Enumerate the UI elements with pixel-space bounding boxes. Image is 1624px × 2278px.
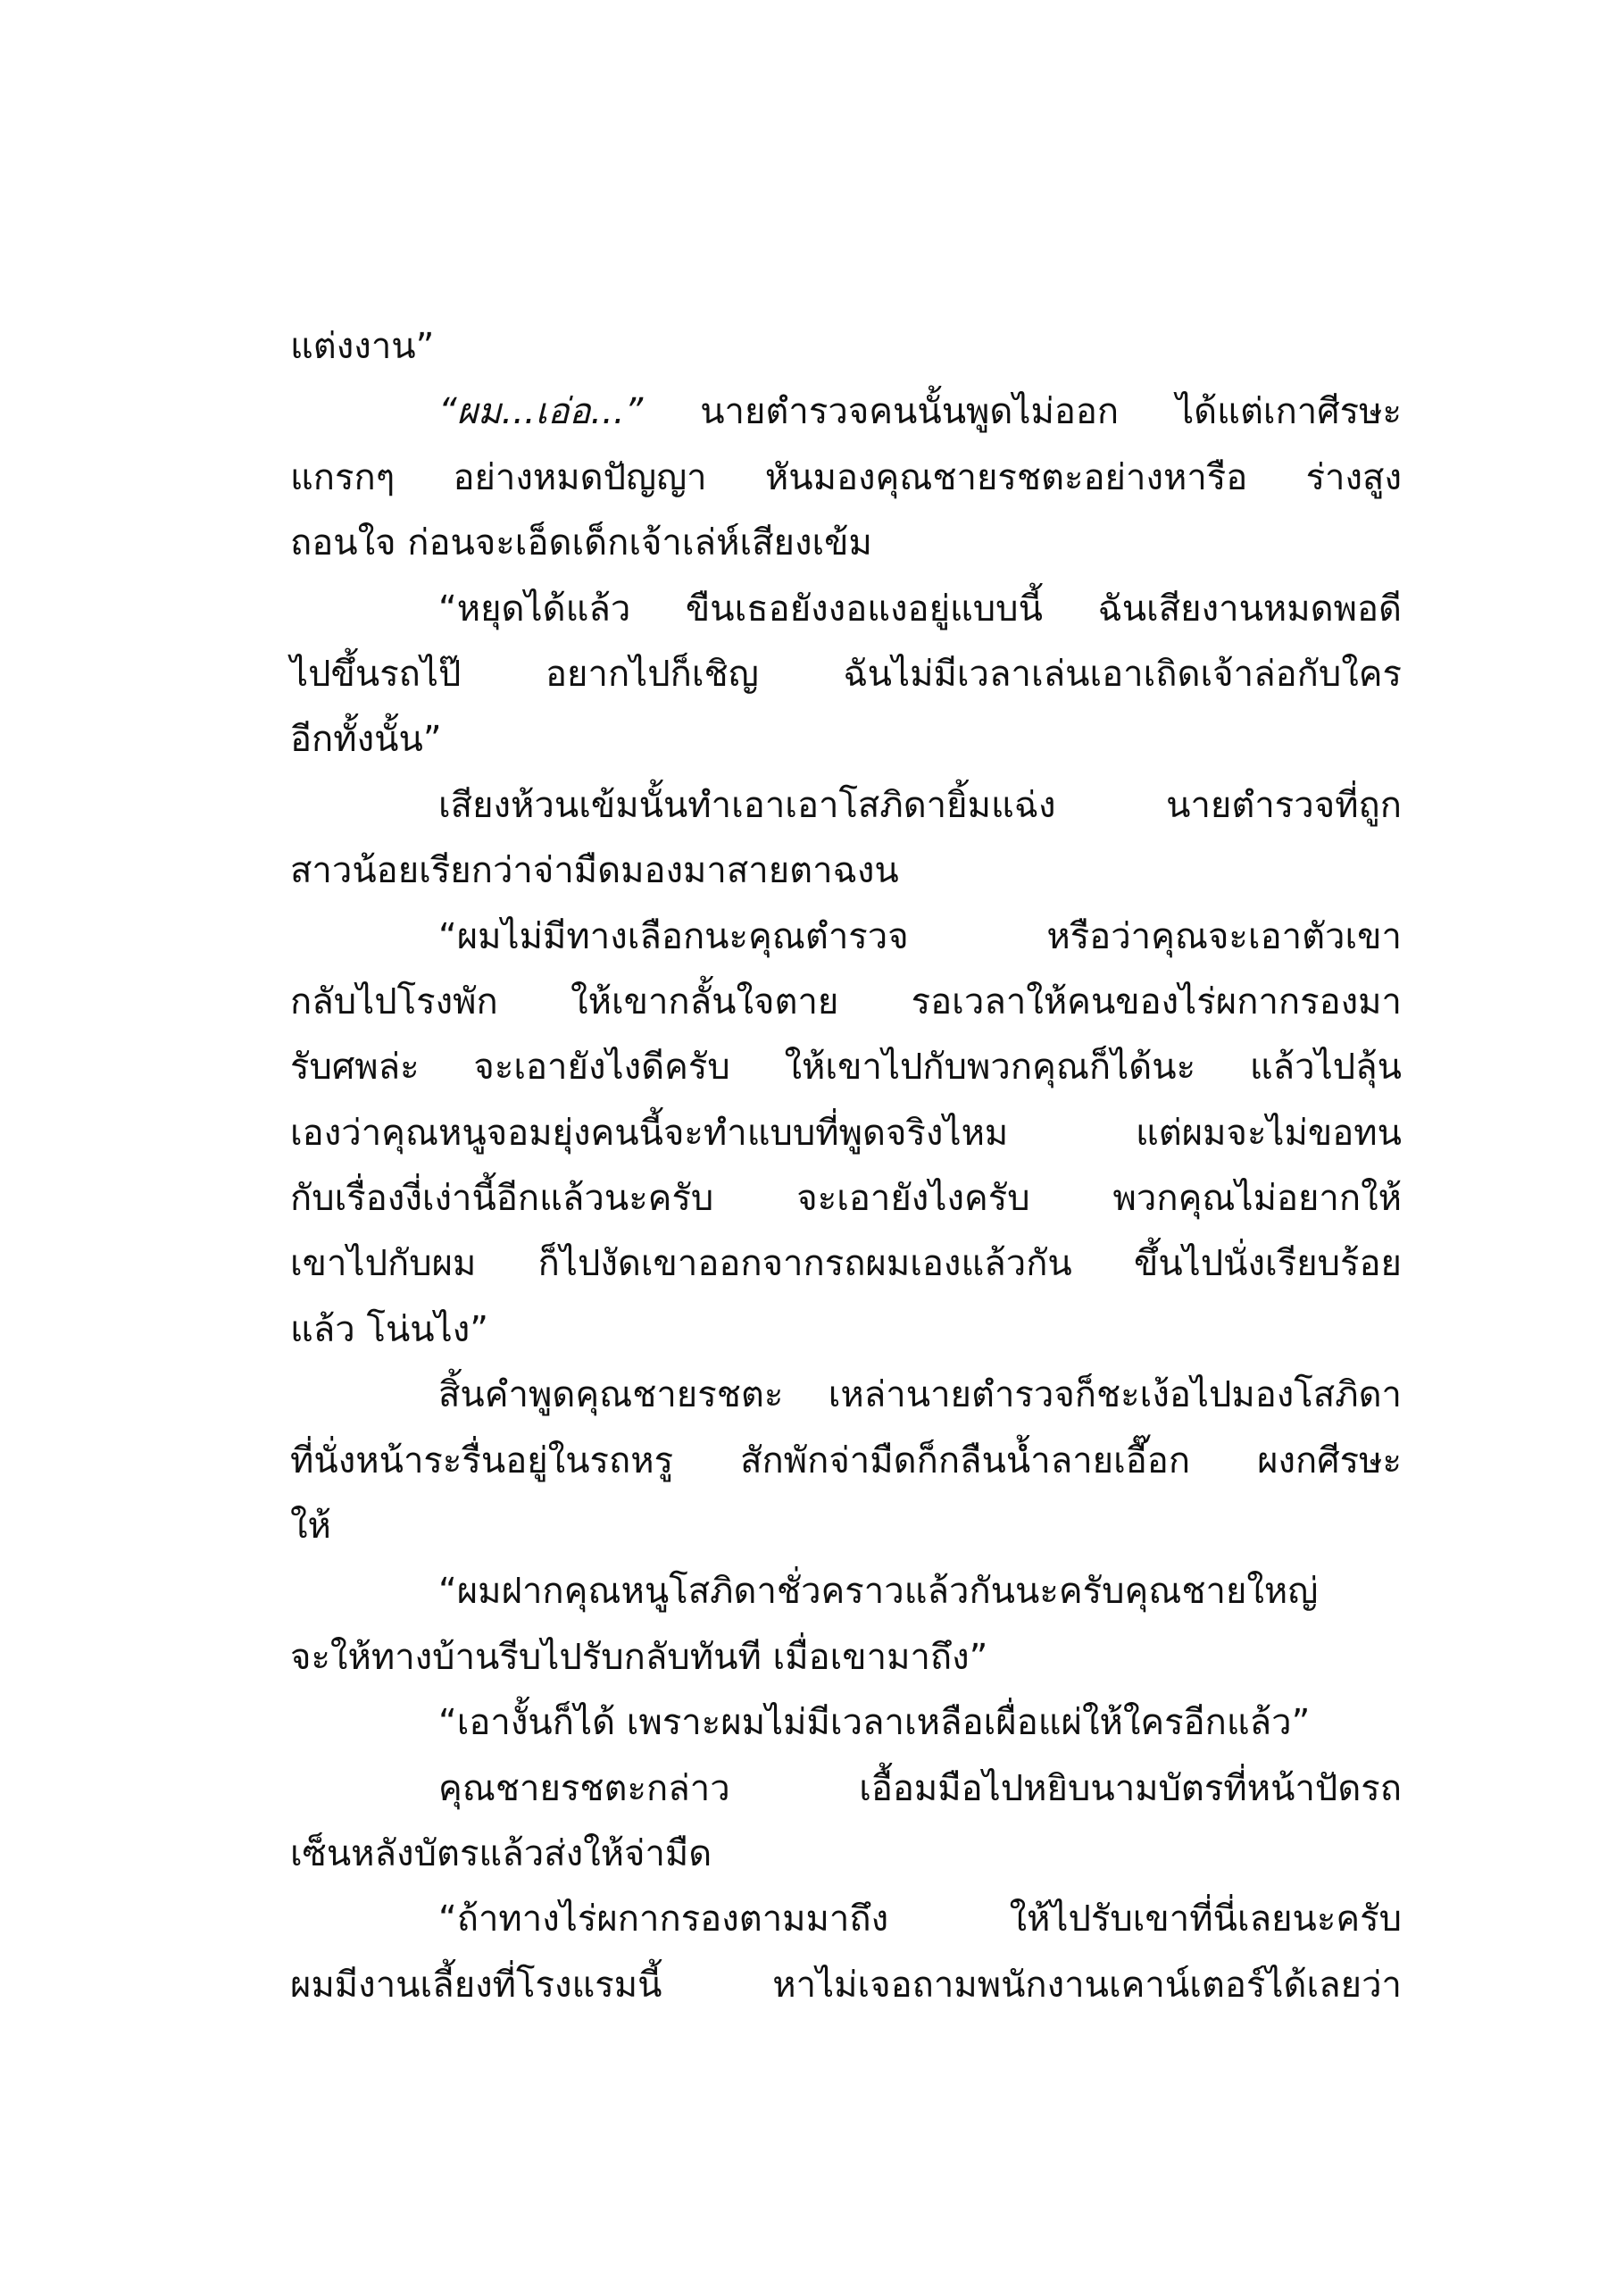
- text-line: เขาไปกับผม ก็ไปงัดเขาออกจากรถผมเองแล้วกัน ขึ้นไปนั่งเรียบร้อย: [290, 1243, 1402, 1285]
- text-line: เซ็นหลังบัตรแล้วส่งให้จ่ามืด: [290, 1832, 712, 1874]
- text-line: “ถ้าทางไร่ผกากรองตามมาถึง ให้ไปรับเขาที่นี่เลยนะครับ: [438, 1898, 1402, 1940]
- text-line: แต่งงาน”: [290, 326, 435, 367]
- text-line: “ผมไม่มีทางเลือกนะคุณตำรวจ หรือว่าคุณจะเอาตัวเขา: [438, 915, 1402, 957]
- text-line: “เอางั้นก็ได้ เพราะผมไม่มีเวลาเหลือเผื่อแผ่ให้ใครอีกแล้ว”: [438, 1702, 1311, 1744]
- text-line: คุณชายรชตะกล่าว เอื้อมมือไปหยิบนามบัตรที่หน้าปัดรถ: [438, 1767, 1402, 1809]
- text-line: “ผมฝากคุณหนูโสภิดาชั่วคราวแล้วกันนะครับคุณชายใหญ่: [438, 1571, 1319, 1613]
- text-line: จะให้ทางบ้านรีบไปรับกลับทันที เมื่อเขามาถึง”: [290, 1636, 988, 1678]
- text-line: กลับไปโรงพัก ให้เขากลั้นใจตาย รอเวลาให้คนของไร่ผกากรองมา: [290, 980, 1402, 1022]
- text-line: [290, 380, 1402, 445]
- text-line: ไปขึ้นรถไป๊ อยากไปก็เชิญ ฉันไม่มีเวลาเล่นเอาเถิดเจ้าล่อกับใคร: [290, 653, 1402, 695]
- text-line: อีกทั้งนั้น”: [290, 719, 442, 761]
- text-line: รับศพล่ะ จะเอายังไงดีครับ ให้เขาไปกับพวกคุณก็ได้นะ แล้วไปลุ้น: [290, 1047, 1402, 1089]
- text-line: ให้: [290, 1506, 331, 1548]
- text-line: เสียงห้วนเข้มนั้นทำเอาเอาโสภิดายิ้มแฉ่ง นายตำรวจที่ถูก: [438, 784, 1402, 826]
- italic-speech: “ผม...เอ่อ...”: [438, 391, 644, 433]
- body-text: [290, 314, 1402, 2018]
- text-span: นายตำรวจคนนั้นพูดไม่ออก ได้แต่เกาศีรษะ: [643, 391, 1402, 433]
- text-line: เองว่าคุณหนูจอมยุ่งคนนี้จะทำแบบที่พูดจริงไหม แต่ผมจะไม่ขอทน: [290, 1112, 1402, 1154]
- text-line: ถอนใจ ก่อนจะเอ็ดเด็กเจ้าเล่ห์เสียงเข้ม: [290, 522, 872, 564]
- text-line: ที่นั่งหน้าระรื่นอยู่ในรถหรู สักพักจ่ามืดก็กลืนน้ำลายเอื๊อก ผงกศีรษะ: [290, 1439, 1402, 1481]
- text-line: สาวน้อยเรียกว่าจ่ามืดมองมาสายตาฉงน: [290, 850, 899, 892]
- text-line: แล้ว โน่นไง”: [290, 1308, 489, 1350]
- text-line: “หยุดได้แล้ว ขืนเธอยังงอแงอยู่แบบนี้ ฉันเสียงานหมดพอดี: [438, 588, 1402, 630]
- text-line: กับเรื่องงี่เง่านี้อีกแล้วนะครับ จะเอายังไงครับ พวกคุณไม่อยากให้: [290, 1178, 1402, 1220]
- text-line: แกรกๆ อย่างหมดปัญญา หันมองคุณชายรชตะอย่างหารือ ร่างสูง: [290, 456, 1402, 498]
- text-line: สิ้นคำพูดคุณชายรชตะ เหล่านายตำรวจก็ชะเง้อไปมองโสภิดา: [438, 1374, 1402, 1416]
- text-line: ผมมีงานเลี้ยงที่โรงแรมนี้ หาไม่เจอถามพนักงานเคาน์เตอร์ได้เลยว่า: [290, 1964, 1402, 2006]
